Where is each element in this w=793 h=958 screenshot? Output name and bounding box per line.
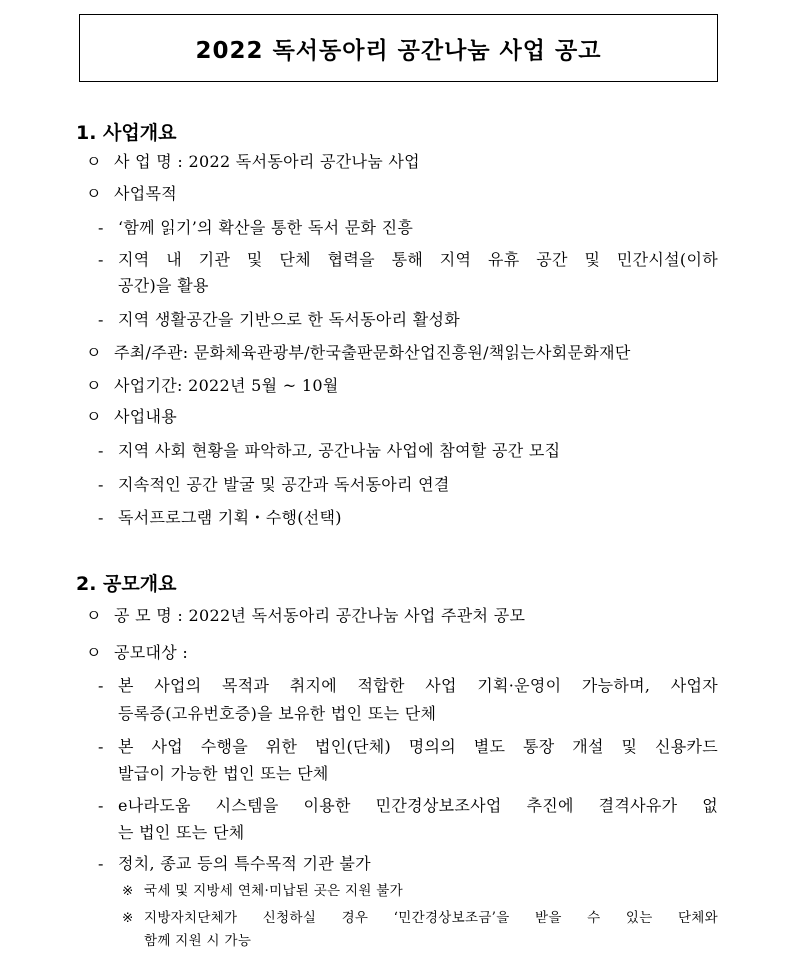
s1-content-label: 사업내용 (114, 407, 178, 426)
list-item (98, 853, 371, 875)
dash-mark: - (98, 475, 104, 494)
list-item (98, 474, 450, 496)
list-item (98, 440, 560, 462)
s1-content-row (86, 406, 177, 428)
s1-business-name: 사 업 명 : 2022 독서동아리 공간나눔 사업 (114, 152, 420, 171)
list-item (98, 217, 413, 239)
s2-note-1: 국세 및 지방세 연체·미납된 곳은 지원 불가 (144, 883, 403, 899)
title-box (79, 14, 718, 82)
bullet-mark: ㅇ (86, 606, 102, 625)
bullet-mark: ㅇ (86, 184, 102, 203)
list-item (98, 795, 718, 817)
section2-heading: 2. 공모개요 (76, 573, 177, 595)
dash-mark: - (98, 250, 104, 269)
s2-note-2: 지방자치단체가 신청하실 경우 ‘민간경상보조금’을 받을 수 있는 단체와 (144, 910, 718, 926)
dash-mark: - (98, 676, 104, 695)
dash-mark: - (98, 508, 104, 527)
note-item (122, 909, 718, 927)
s1-purpose-item-2-cont: 공간)을 활용 (118, 276, 209, 295)
list-item (98, 249, 718, 271)
s2-target-item-2: 본 사업 수행을 위한 법인(단체) 명의의 별도 통장 개설 및 신용카드 (118, 737, 718, 756)
s2-target-item-4: 정치, 종교 등의 특수목적 기관 불가 (118, 854, 371, 873)
bullet-mark: ㅇ (86, 152, 102, 171)
s1-purpose-item-3: 지역 생활공간을 기반으로 한 독서동아리 활성화 (118, 310, 461, 329)
section1-heading: 1. 사업개요 (76, 122, 177, 144)
s1-content-item-3: 독서프로그램 기획・수행(선택) (118, 508, 342, 527)
s1-host: 주최/주관: 문화체육관광부/한국출판문화산업진흥원/책읽는사회문화재단 (114, 343, 631, 362)
list-item (98, 507, 342, 529)
s1-purpose-row (86, 183, 177, 205)
s1-name-row (86, 151, 420, 173)
dash-mark: - (98, 310, 104, 329)
list-item (98, 736, 718, 758)
s2-target-item-3: e나라도움 시스템을 이용한 민간경상보조사업 추진에 결격사유가 없 (118, 796, 718, 815)
s1-purpose-item-2: 지역 내 기관 및 단체 협력을 통해 지역 유휴 공간 및 민간시설(이하 (118, 250, 718, 269)
dash-mark: - (98, 441, 104, 460)
note-mark: ※ (122, 910, 134, 926)
dash-mark: - (98, 796, 104, 815)
list-item (98, 675, 718, 697)
s1-period-row (86, 375, 339, 397)
dash-mark: - (98, 737, 104, 756)
note-item (122, 882, 403, 900)
bullet-mark: ㅇ (86, 343, 102, 362)
dash-mark: - (98, 218, 104, 237)
s2-target-item-2-cont: 발급이 가능한 법인 또는 단체 (118, 764, 329, 783)
note-mark: ※ (122, 883, 134, 899)
s1-purpose-item-1: ‘함께 읽기’의 확산을 통한 독서 문화 진흥 (118, 218, 414, 237)
s2-target-item-1-cont: 등록증(고유번호증)을 보유한 법인 또는 단체 (118, 704, 437, 723)
dash-mark: - (98, 854, 104, 873)
s1-content-item-1: 지역 사회 현황을 파악하고, 공간나눔 사업에 참여할 공간 모집 (118, 441, 561, 460)
list-item (98, 309, 460, 331)
s2-target-item-3-cont: 는 법인 또는 단체 (118, 823, 245, 842)
s1-period: 사업기간: 2022년 5월 ~ 10월 (114, 376, 339, 395)
s2-target-label: 공모대상 : (114, 643, 189, 662)
s2-note-2-cont: 함께 지원 시 가능 (144, 933, 252, 949)
s1-purpose-label: 사업목적 (114, 184, 178, 203)
s2-name-row (86, 605, 525, 627)
bullet-mark: ㅇ (86, 407, 102, 426)
s2-contest-name: 공 모 명 : 2022년 독서동아리 공간나눔 사업 주관처 공모 (114, 606, 526, 625)
page-title: 2022 독서동아리 공간나눔 사업 공고 (195, 37, 602, 64)
s2-target-item-1: 본 사업의 목적과 취지에 적합한 사업 기획·운영이 가능하며, 사업자 (118, 676, 718, 695)
bullet-mark: ㅇ (86, 643, 102, 662)
s1-host-row (86, 342, 631, 364)
bullet-mark: ㅇ (86, 376, 102, 395)
s2-target-row (86, 642, 188, 664)
s1-content-item-2: 지속적인 공간 발굴 및 공간과 독서동아리 연결 (118, 475, 450, 494)
